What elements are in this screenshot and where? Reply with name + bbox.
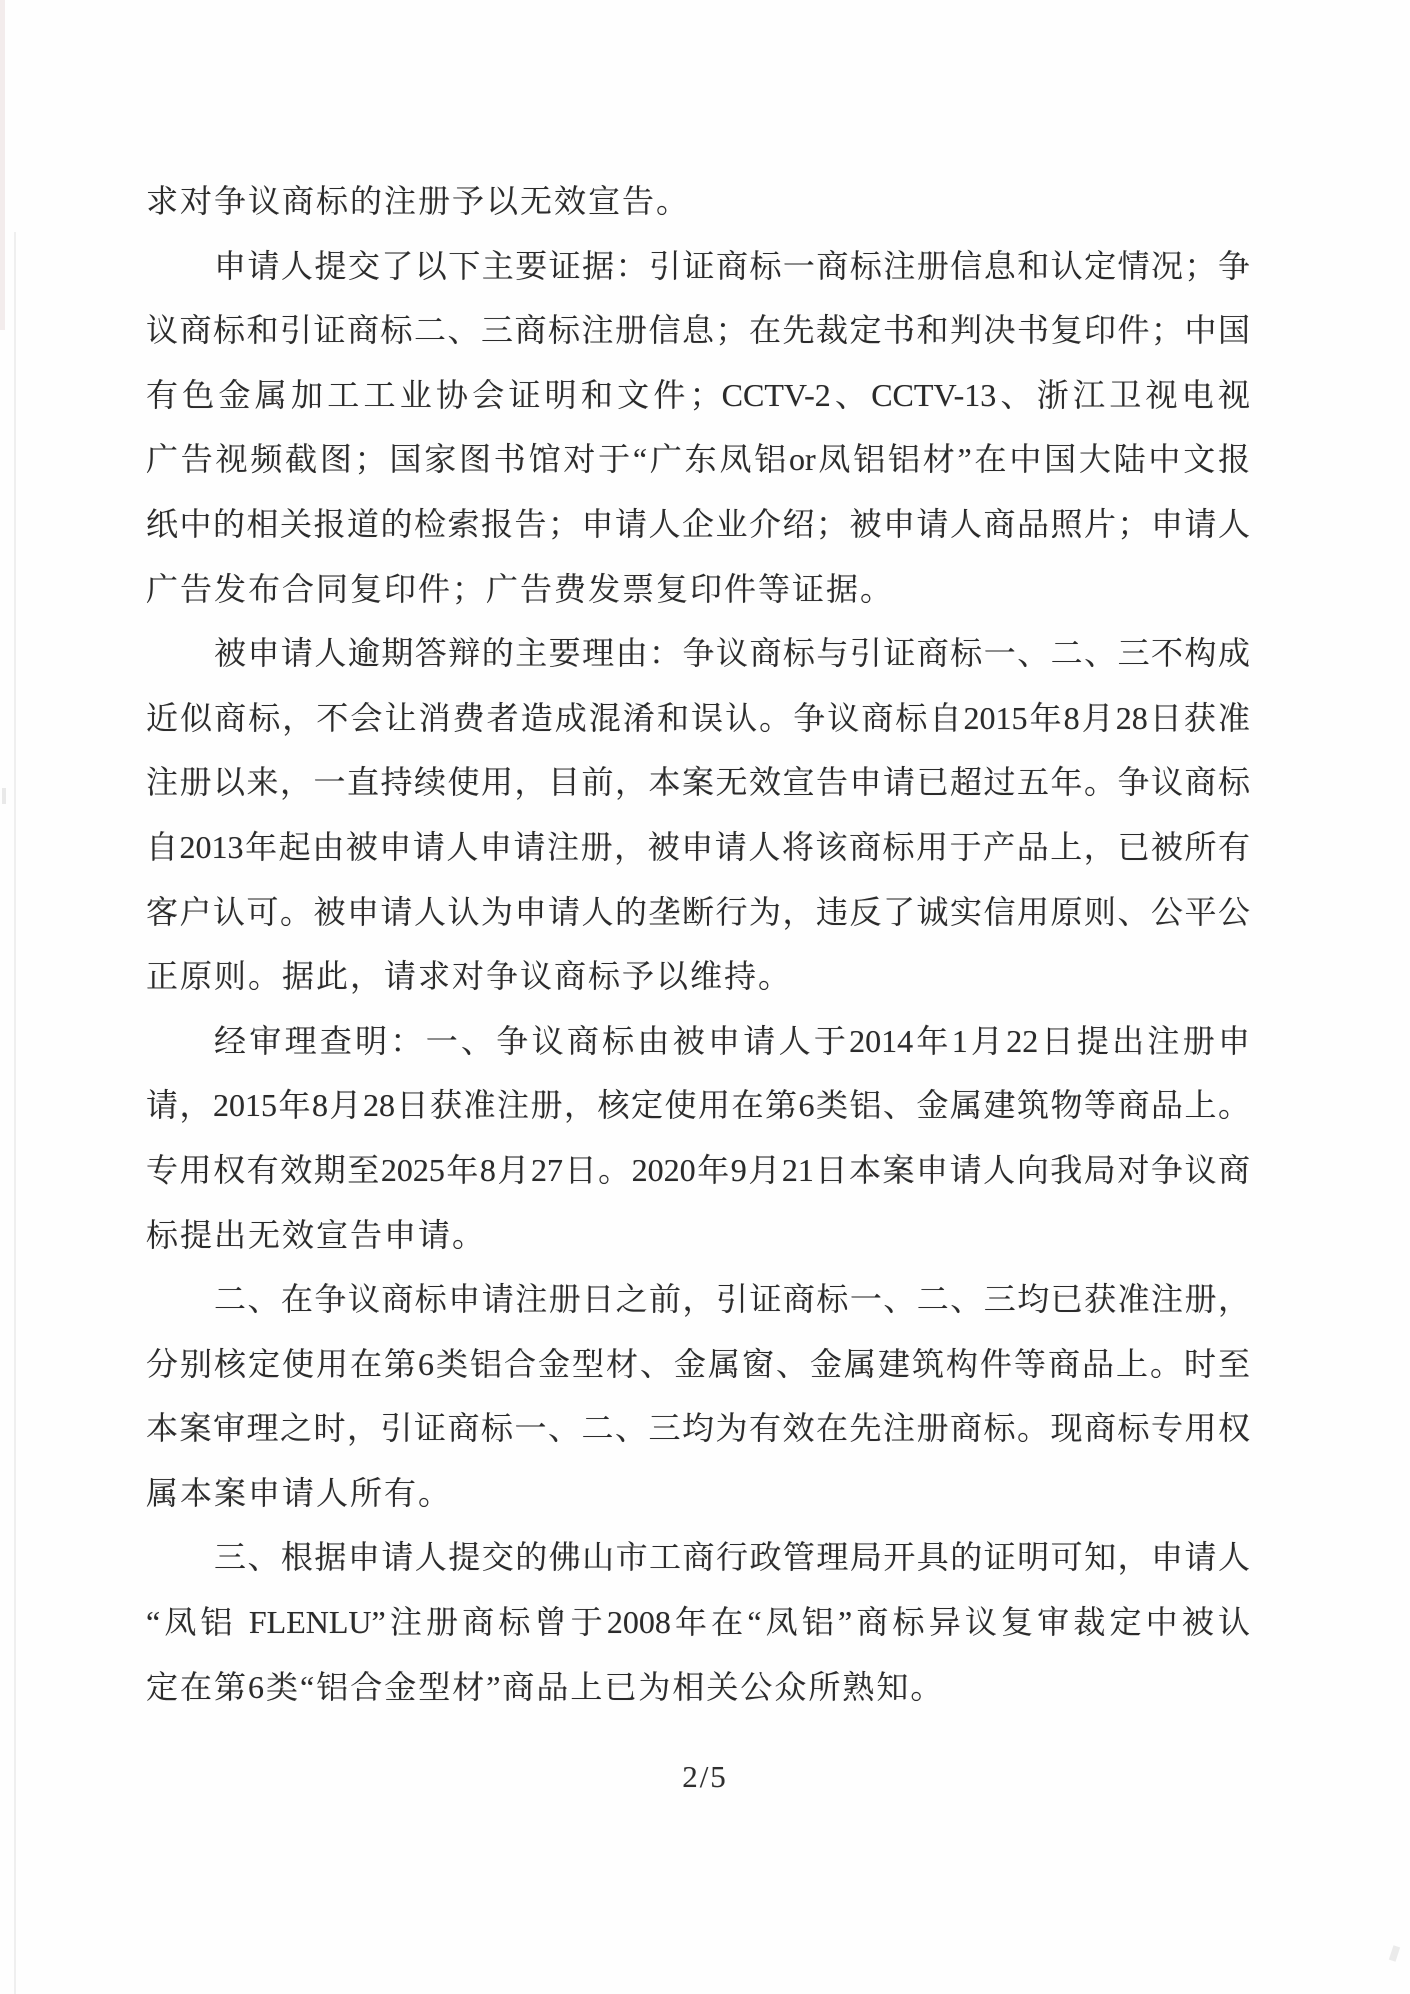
text-line: 求对争议商标的注册予以无效宣告。: [146, 183, 691, 219]
text-line: 广告视频截图；国家图书馆对于“广东凤铝or凤铝铝材”在中国大陆中文报: [146, 441, 1250, 478]
text-line: 议商标和引证商标二、三商标注册信息；在先裁定书和判决书复印件；中国: [146, 312, 1250, 349]
text-line: 有色金属加工工业协会证明和文件；CCTV-2、CCTV-13、浙江卫视电视: [146, 376, 1250, 413]
scan-artifact: [1389, 1945, 1400, 1961]
text-line: 标提出无效宣告申请。: [146, 1216, 487, 1253]
text-line: 近似商标，不会让消费者造成混淆和误认。争议商标自2015年8月28日获准: [146, 699, 1250, 736]
text-line: 经审理查明：一、争议商标由被申请人于2014年1月22日提出注册申: [214, 1022, 1250, 1059]
text-line: 请，2015年8月28日获准注册，核定使用在第6类铝、金属建筑物等商品上。: [146, 1087, 1250, 1124]
text-line: 本案审理之时，引证商标一、二、三均为有效在先注册商标。现商标专用权: [146, 1410, 1250, 1447]
text-line: 专用权有效期至2025年8月27日。2020年9月21日本案申请人向我局对争议商: [146, 1151, 1250, 1188]
scan-artifact: [2, 788, 6, 804]
scan-artifact: [14, 232, 16, 1994]
text-line: 注册以来，一直持续使用，目前，本案无效宣告申请已超过五年。争议商标: [146, 764, 1250, 801]
text-line: 自2013年起由被申请人申请注册，被申请人将该商标用于产品上，已被所有: [146, 828, 1250, 865]
text-line: 纸中的相关报道的检索报告；申请人企业介绍；被申请人商品照片；申请人: [146, 505, 1250, 542]
text-line: 客户认可。被申请人认为申请人的垄断行为，违反了诚实信用原则、公平公: [146, 893, 1250, 930]
page-number: 2/5: [682, 1759, 728, 1794]
text-line: “凤铝 FLENLU”注册商标曾于2008年在“凤铝”商标异议复审裁定中被认: [146, 1604, 1250, 1641]
text-line: 分别核定使用在第6类铝合金型材、金属窗、金属建筑构件等商品上。时至: [146, 1345, 1250, 1382]
text-line: 二、在争议商标申请注册日之前，引证商标一、二、三均已获准注册，: [214, 1281, 1250, 1318]
text-line: 广告发布合同复印件；广告费发票复印件等证据。: [146, 570, 895, 607]
text-line: 申请人提交了以下主要证据：引证商标一商标注册信息和认定情况；争: [214, 247, 1250, 284]
text-line: 定在第6类“铝合金型材”商品上已为相关公众所熟知。: [146, 1668, 945, 1705]
document-text-block: [146, 169, 1250, 1719]
scan-artifact: [0, 0, 5, 330]
text-line: 被申请人逾期答辩的主要理由：争议商标与引证商标一、二、三不构成: [214, 635, 1250, 672]
text-line: 正原则。据此，请求对争议商标予以维持。: [146, 958, 793, 995]
text-line: 属本案申请人所有。: [146, 1474, 453, 1511]
text-line: 三、根据申请人提交的佛山市工商行政管理局开具的证明可知，申请人: [214, 1539, 1250, 1576]
